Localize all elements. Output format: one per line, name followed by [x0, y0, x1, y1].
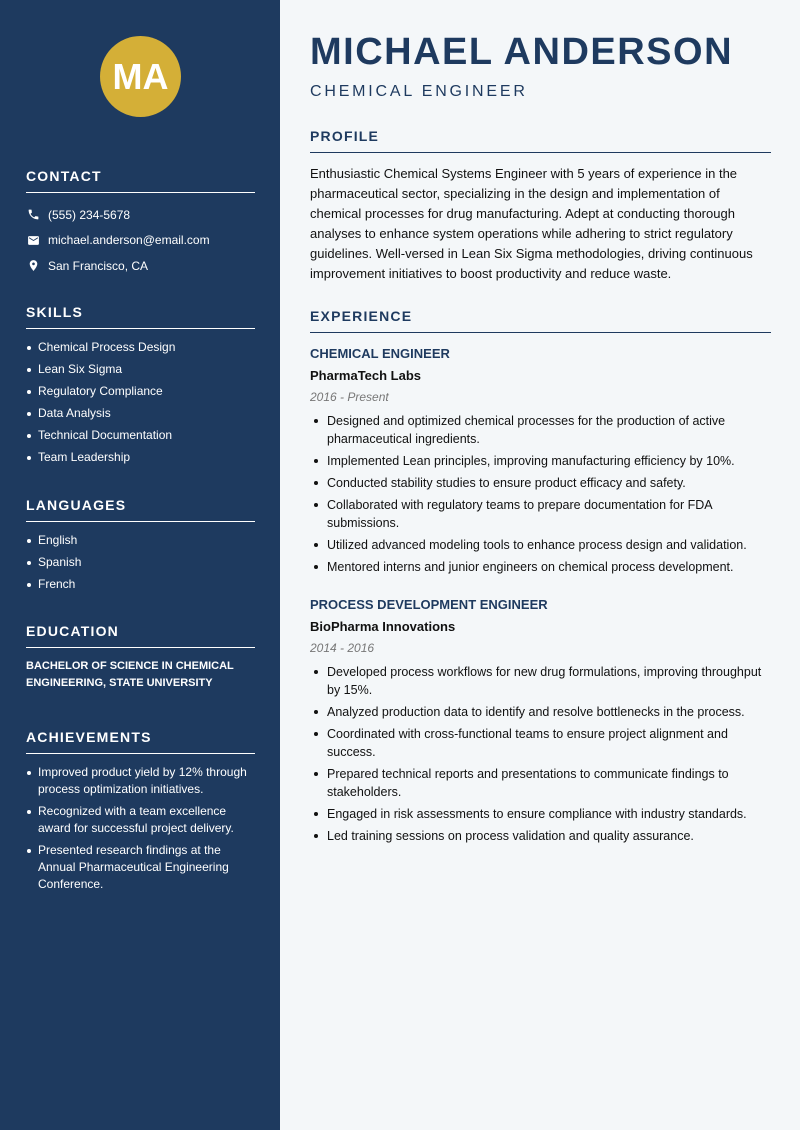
contact-item-email — [26, 228, 255, 254]
list-item: Developed process workflows for new drug formulations, improving throughput by 15%. — [310, 663, 771, 699]
skills-section — [26, 304, 255, 471]
achievements-section — [26, 729, 255, 898]
achievements-heading: ACHIEVEMENTS — [26, 729, 255, 754]
list-item: Regulatory Compliance — [26, 383, 255, 400]
skills-list — [26, 339, 255, 466]
education-section — [26, 623, 255, 692]
languages-list — [26, 532, 255, 593]
achievements-list — [26, 764, 255, 893]
list-item: Prepared technical reports and presentations to communicate findings to stakeholders. — [310, 765, 771, 801]
sidebar — [0, 0, 280, 1130]
list-item: Lean Six Sigma — [26, 361, 255, 378]
avatar-initials: MA — [112, 55, 169, 97]
contact-email-text: michael.anderson@email.com — [48, 233, 210, 248]
languages-section — [26, 497, 255, 598]
job-company: BioPharma Innovations — [310, 619, 456, 634]
list-item: Utilized advanced modeling tools to enhance process design and validation. — [310, 536, 771, 554]
job-entry — [310, 597, 771, 849]
list-item: Coordinated with cross-functional teams to ensure project alignment and success. — [310, 725, 771, 761]
job-title: CHEMICAL ENGINEER — [310, 346, 450, 361]
email-icon — [26, 233, 40, 247]
job-entry — [310, 346, 771, 580]
list-item: Implemented Lean principles, improving manufacturing efficiency by 10%. — [310, 452, 771, 470]
experience-heading: EXPERIENCE — [310, 308, 771, 333]
location-pin-icon — [26, 259, 40, 273]
job-bullets — [310, 412, 771, 576]
list-item: Led training sessions on process validation and quality assurance. — [310, 827, 771, 845]
job-dates: 2016 - Present — [310, 390, 389, 404]
skills-heading: SKILLS — [26, 304, 255, 329]
list-item: Collaborated with regulatory teams to prepare documentation for FDA submissions. — [310, 496, 771, 532]
contact-item-location — [26, 253, 255, 279]
job-company: PharmaTech Labs — [310, 368, 422, 383]
list-item: Engaged in risk assessments to ensure compliance with industry standards. — [310, 805, 771, 823]
list-item: Mentored interns and junior engineers on chemical process development. — [310, 558, 771, 576]
candidate-title: CHEMICAL ENGINEER — [310, 83, 528, 100]
list-item: Spanish — [26, 554, 255, 571]
list-item: Team Leadership — [26, 449, 255, 466]
list-item: Analyzed production data to identify and resolve bottlenecks in the process. — [310, 703, 771, 721]
education-heading: EDUCATION — [26, 623, 255, 648]
list-item: Chemical Process Design — [26, 339, 255, 356]
list-item: Conducted stability studies to ensure product efficacy and safety. — [310, 474, 771, 492]
list-item: Recognized with a team excellence award for successful project delivery. — [26, 803, 255, 837]
job-bullets — [310, 663, 771, 845]
list-item: English — [26, 532, 255, 549]
contact-section — [26, 168, 255, 279]
list-item: Data Analysis — [26, 405, 255, 422]
job-dates: 2014 - 2016 — [310, 641, 375, 655]
contact-phone-text: (555) 234-5678 — [48, 207, 131, 222]
list-item: Designed and optimized chemical processes for the production of active pharmaceutical ingredients. — [310, 412, 771, 448]
avatar — [100, 36, 181, 117]
list-item: Presented research findings at the Annual Pharmaceutical Engineering Conference. — [26, 842, 255, 893]
list-item: French — [26, 576, 255, 593]
contact-item-phone — [26, 202, 255, 228]
education-degree: BACHELOR OF SCIENCE IN CHEMICAL ENGINEERING, STATE UNIVERSITY — [26, 660, 234, 689]
job-title: PROCESS DEVELOPMENT ENGINEER — [310, 597, 548, 612]
profile-text: Enthusiastic Chemical Systems Engineer with 5 years of experience in the pharmaceutical sector, specializing in the design and implementation of chemical processes for drug manufacturing. Adept at conducting thorough analyses to enhance system operations while adhering to strict regulatory guidelines. Well-versed in Lean Six Sigma methodologies, driving continuous improvement initiatives to boost productivity and reduce waste. — [310, 166, 753, 281]
profile-heading: PROFILE — [310, 128, 771, 153]
contact-location-text: San Francisco, CA — [48, 258, 149, 273]
contact-heading: CONTACT — [26, 168, 255, 193]
languages-heading: LANGUAGES — [26, 497, 255, 522]
list-item: Technical Documentation — [26, 427, 255, 444]
candidate-name: MICHAEL ANDERSON — [310, 31, 734, 73]
phone-icon — [26, 208, 40, 222]
list-item: Improved product yield by 12% through process optimization initiatives. — [26, 764, 255, 798]
contact-list — [26, 202, 255, 279]
